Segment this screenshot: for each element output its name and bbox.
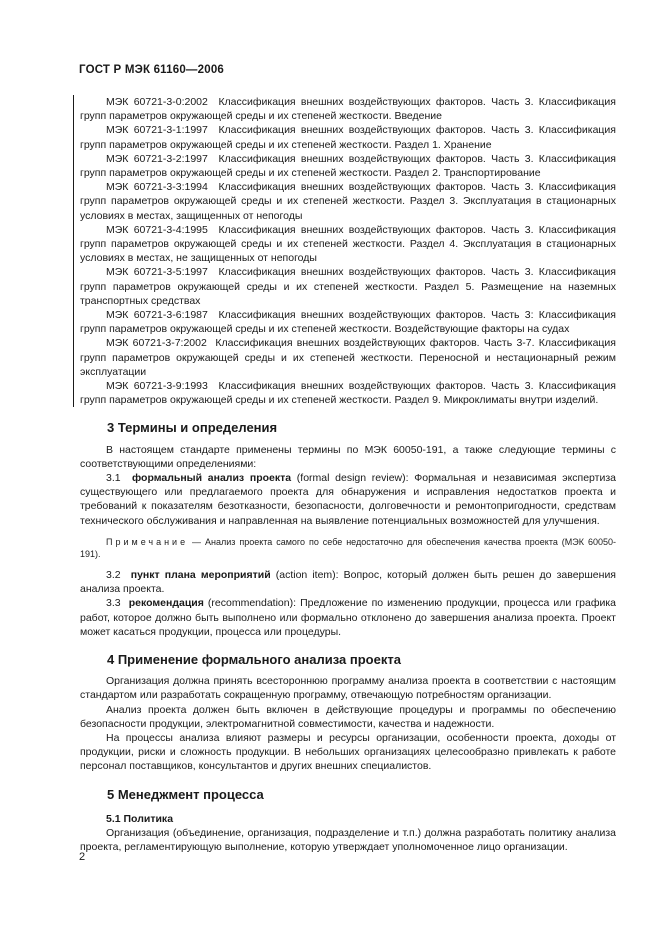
section-3-heading: 3 Термины и определения [107, 420, 278, 436]
reference-item: МЭК 60721-3-3:1994 Классификация внешних воздействующих факторов. Часть 3. Классификация групп параметров окружающей среды и их степеней жесткости. Раздел 3. Эксплуатация в стационарных условиях в местах, защищенных от непогоды [80, 181, 616, 222]
reference-item: МЭК 60721-3-4:1995 Классификация внешних воздействующих факторов. Часть 3. Классификация групп параметров окружающей среды и их степеней жесткости. Раздел 4. Эксплуатация в стационарных условиях в местах, не защищенных от непогоды [80, 223, 616, 265]
term-name: рекомендация [128, 597, 204, 610]
document-header: ГОСТ Р МЭК 61160—2006 [79, 64, 225, 76]
reference-item: МЭК 60721-3-6:1987 Классификация внешних воздействующих факторов. Часть 3: Классификация групп параметров окружающей среды и их степеней жесткости. Воздействующие факторы на судах [80, 309, 616, 336]
reference-item: МЭК 60721-3-1:1997 Классификация внешних воздействующих факторов. Часть 3. Классификация групп параметров окружающей среды и их степеней жесткости. Раздел 1. Хранение [80, 124, 616, 151]
page-content [80, 95, 616, 854]
change-bar [73, 95, 74, 407]
term-name: формальный анализ проекта [132, 472, 292, 485]
term-3-1: 3.1 формальный анализ проекта (formal design review): Формальная и независимая экспертиза существующего или предлагаемого проекта для обнаружения и исправления недостатков проекта и требований к показателям безотказности, безопасности, долговечности и ремонтопригодности, средствам технического обслуживания и направленная на выявление потенциальных возможностей для улучшения. [80, 472, 616, 527]
reference-item: МЭК 60721-3-5:1997 Классификация внешних воздействующих факторов. Часть 3. Классификация групп параметров окружающей среды и их степеней жесткости. Раздел 5. Размещение на наземных транспортных средствах [80, 266, 616, 307]
reference-item: МЭК 60721-3-2:1997 Классификация внешних воздействующих факторов. Часть 3. Классификация групп параметров окружающей среды и их степеней жесткости. Раздел 2. Транспортирование [80, 152, 616, 180]
section-4-paragraph: Анализ проекта должен быть включен в действующие процедуры и программы по обеспечению безопасности продукции, электромагнитной совместимости, качества и надежности. [80, 703, 616, 730]
term-3-2: 3.2 пункт плана мероприятий (action item): Вопрос, который должен быть решен до завершения анализа проекта. [80, 568, 616, 596]
section-3-intro: В настоящем стандарте применены термины по МЭК 60050-191, а также следующие термины с соответствующими определениями: [80, 443, 616, 470]
reference-item: МЭК 60721-3-0:2002 Классификация внешних воздействующих факторов. Часть 3. Классификация групп параметров окружающей среды и их степеней жесткости. Введение [80, 96, 616, 123]
section-4-paragraph: На процессы анализа влияют размеры и ресурсы организации, особенности проекта, доходы от продукции, риски и сложность продукции. В небольших организациях целесообразно привлекать к работе персонал поставщиков, консультантов и других внешних специалистов. [80, 731, 616, 773]
term-3-3: 3.3 рекомендация (recommendation): Предложение по изменению продукции, процесса или графика работ, которое должно быть выполнено или формально отклонено до завершения анализа проекта. Проект может касаться продукции, процесса или процедуры. [80, 597, 617, 638]
reference-item: МЭК 60721-3-9:1993 Классификация внешних воздействующих факторов. Часть 3. Классификация групп параметров окружающей среды и их степеней жесткости. Раздел 9. Микроклиматы внутри изделий. [80, 380, 616, 407]
note-label: Примечание [106, 536, 189, 547]
section-5-paragraph: Организация (объединение, организация, подразделение и т.п.) должна разработать политику анализа проекта, регламентирующую выполнение, которую утверждает уполномоченное лицо организации. [80, 826, 616, 854]
term-name: пункт плана мероприятий [130, 568, 271, 581]
normative-references-list [80, 95, 616, 407]
section-4-paragraph: Организация должна принять всестороннюю программу анализа проекта в соответствии с настоящим стандартом или разработать сокращенную программу, отвечающую потребностям организации. [80, 675, 616, 702]
section-5-heading: 5 Менеджмент процесса [107, 786, 264, 802]
section-4-heading: 4 Применение формального анализа проекта [107, 651, 401, 667]
page-number: 2 [79, 851, 86, 863]
note: Примечание — Анализ проекта самого по себе недостаточно для обеспечения качества проекта (МЭК 60050-191). [80, 536, 616, 560]
reference-item: МЭК 60721-3-7:2002 Классификация внешних воздействующих факторов. Часть 3-7. Классификация групп параметров окружающей среды и их степеней жесткости. Переносной и нестационарный режим эксплуатации [80, 337, 616, 378]
subsection-5-1-heading: 5.1 Политика [106, 812, 174, 825]
